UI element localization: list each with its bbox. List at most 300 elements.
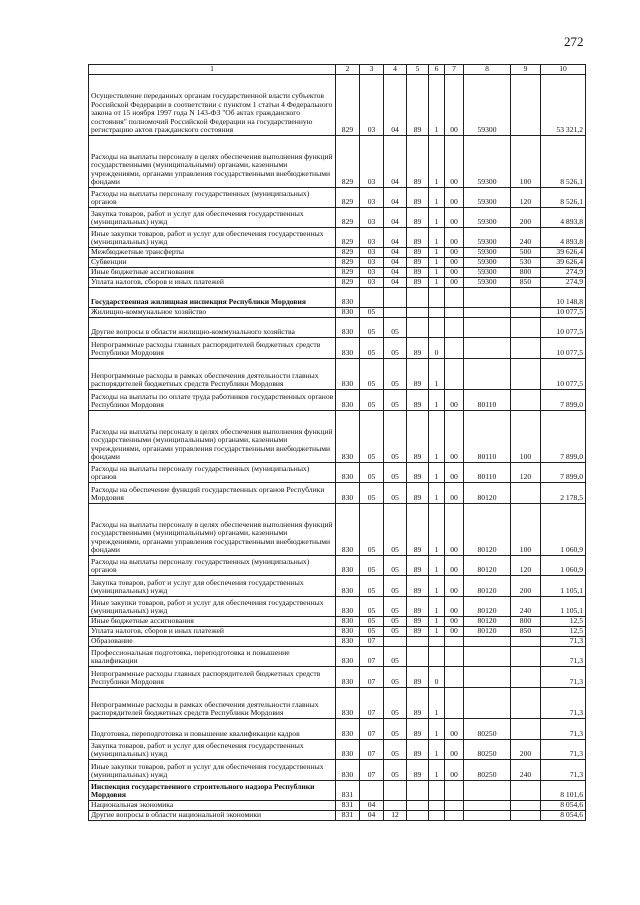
row-name: Осуществление переданных органам государственной власти субъектов Российской Федерации в соответствии с пунктом 1 статьи 4 Федерального закона от 15 ноября 1997 года N 143-ФЗ "Об актах гражданского состояния" полномочий Российской Федерации на государственную регистрацию актов гражданского состояния xyxy=(89,75,336,136)
row-code-subprogram: 1 xyxy=(429,740,445,760)
table-row xyxy=(89,719,586,740)
row-name: Расходы на выплаты по оплате труда работников государственных органов Республики Мордовия xyxy=(89,390,336,411)
table-row xyxy=(89,228,586,248)
row-code-expense-type: 240 xyxy=(511,760,541,781)
table-row xyxy=(89,556,586,576)
row-code-ved: 829 xyxy=(336,136,360,188)
row-code-direction: 80110 xyxy=(464,463,511,483)
row-code-expense-type: 120 xyxy=(511,463,541,483)
row-code-main xyxy=(445,288,464,308)
row-code-program: 89 xyxy=(407,740,429,760)
row-code-section: 03 xyxy=(360,278,384,288)
row-amount: 71,3 xyxy=(541,637,586,647)
row-code-subprogram: 1 xyxy=(429,411,445,463)
row-code-program: 89 xyxy=(407,359,429,390)
row-code-ved: 830 xyxy=(336,760,360,781)
row-code-section: 03 xyxy=(360,258,384,268)
table-row xyxy=(89,268,586,278)
row-code-main xyxy=(445,688,464,719)
row-name: Государственная жилищная инспекция Республики Мордовия xyxy=(89,288,336,308)
table-row xyxy=(89,504,586,556)
row-code-subprogram: 1 xyxy=(429,483,445,504)
row-code-program xyxy=(407,811,429,821)
row-code-subsection: 05 xyxy=(384,667,407,688)
row-code-direction: 59300 xyxy=(464,136,511,188)
row-code-main xyxy=(445,811,464,821)
row-code-direction: 80250 xyxy=(464,760,511,781)
row-name: Непрограммные расходы главных распорядителей бюджетных средств Республики Мордовия xyxy=(89,338,336,359)
row-name: Расходы на выплаты персоналу государственных (муниципальных) органов xyxy=(89,556,336,576)
row-amount: 12,5 xyxy=(541,627,586,637)
row-code-ved: 831 xyxy=(336,781,360,801)
row-amount: 8 526,1 xyxy=(541,136,586,188)
row-code-main xyxy=(445,308,464,318)
table-row xyxy=(89,637,586,647)
row-code-program: 89 xyxy=(407,248,429,258)
row-code-main: 00 xyxy=(445,483,464,504)
row-code-ved: 830 xyxy=(336,411,360,463)
row-code-section xyxy=(360,781,384,801)
row-amount: 71,3 xyxy=(541,667,586,688)
row-amount: 53 321,2 xyxy=(541,75,586,136)
row-code-section: 05 xyxy=(360,617,384,627)
row-name: Расходы на выплаты персоналу в целях обеспечения выполнения функций государственными (муниципальными) органами, казенными учреждениями, органами управления государственными внебюджетными фондами xyxy=(89,411,336,463)
table-row xyxy=(89,617,586,627)
row-code-subsection: 05 xyxy=(384,463,407,483)
table-row xyxy=(89,308,586,318)
row-code-program: 89 xyxy=(407,390,429,411)
row-code-direction: 80110 xyxy=(464,411,511,463)
header-row xyxy=(89,65,586,75)
header-cell: 2 xyxy=(336,65,360,75)
row-amount: 1 105,1 xyxy=(541,597,586,617)
row-code-direction xyxy=(464,647,511,667)
row-amount: 71,3 xyxy=(541,760,586,781)
row-amount: 4 893,8 xyxy=(541,228,586,248)
row-code-program: 89 xyxy=(407,483,429,504)
row-code-subprogram: 1 xyxy=(429,258,445,268)
row-code-section: 03 xyxy=(360,188,384,208)
row-code-expense-type xyxy=(511,688,541,719)
row-code-subsection: 05 xyxy=(384,617,407,627)
row-code-subprogram: 1 xyxy=(429,719,445,740)
row-code-subprogram: 1 xyxy=(429,248,445,258)
row-code-subsection: 04 xyxy=(384,228,407,248)
row-code-program: 89 xyxy=(407,617,429,627)
row-code-main: 00 xyxy=(445,248,464,258)
row-code-direction xyxy=(464,688,511,719)
row-name: Субвенции xyxy=(89,258,336,268)
row-code-program: 89 xyxy=(407,278,429,288)
row-code-section: 07 xyxy=(360,637,384,647)
row-code-expense-type xyxy=(511,719,541,740)
row-code-direction: 80120 xyxy=(464,576,511,597)
row-code-direction: 59300 xyxy=(464,75,511,136)
row-code-ved: 830 xyxy=(336,463,360,483)
row-code-expense-type xyxy=(511,637,541,647)
row-code-subprogram xyxy=(429,811,445,821)
row-code-subsection: 04 xyxy=(384,248,407,258)
row-code-program: 89 xyxy=(407,268,429,278)
row-amount: 2 178,5 xyxy=(541,483,586,504)
row-code-subsection: 05 xyxy=(384,760,407,781)
row-code-expense-type: 850 xyxy=(511,278,541,288)
row-code-section: 03 xyxy=(360,136,384,188)
row-amount: 71,3 xyxy=(541,740,586,760)
row-code-section: 07 xyxy=(360,760,384,781)
row-name: Закупка товаров, работ и услуг для обеспечения государственных (муниципальных) нужд xyxy=(89,576,336,597)
row-amount: 12,5 xyxy=(541,617,586,627)
row-code-ved: 830 xyxy=(336,667,360,688)
row-code-program: 89 xyxy=(407,667,429,688)
row-code-direction xyxy=(464,288,511,308)
row-code-expense-type xyxy=(511,308,541,318)
row-name: Иные закупки товаров, работ и услуг для обеспечения государственных (муниципальных) нужд xyxy=(89,597,336,617)
row-code-subprogram xyxy=(429,801,445,811)
table-row xyxy=(89,688,586,719)
row-code-program xyxy=(407,288,429,308)
row-code-section: 05 xyxy=(360,390,384,411)
row-name: Расходы на выплаты персоналу государственных (муниципальных) органов xyxy=(89,463,336,483)
row-code-direction: 80120 xyxy=(464,597,511,617)
row-code-subprogram: 1 xyxy=(429,504,445,556)
row-code-program: 89 xyxy=(407,760,429,781)
row-amount: 274,9 xyxy=(541,278,586,288)
row-code-expense-type: 100 xyxy=(511,504,541,556)
row-name: Иные закупки товаров, работ и услуг для обеспечения государственных (муниципальных) нужд xyxy=(89,760,336,781)
row-code-main xyxy=(445,667,464,688)
row-amount: 1 060,9 xyxy=(541,556,586,576)
row-code-direction xyxy=(464,781,511,801)
row-code-expense-type: 100 xyxy=(511,136,541,188)
row-code-section: 03 xyxy=(360,75,384,136)
row-amount: 274,9 xyxy=(541,268,586,278)
row-code-main: 00 xyxy=(445,627,464,637)
row-code-subprogram: 1 xyxy=(429,359,445,390)
table-row xyxy=(89,390,586,411)
table-row xyxy=(89,288,586,308)
row-code-direction: 80250 xyxy=(464,719,511,740)
row-code-expense-type xyxy=(511,667,541,688)
row-code-program: 89 xyxy=(407,597,429,617)
table-row xyxy=(89,740,586,760)
row-code-subprogram: 1 xyxy=(429,278,445,288)
row-code-main: 00 xyxy=(445,617,464,627)
row-name: Другие вопросы в области национальной экономики xyxy=(89,811,336,821)
row-code-subsection xyxy=(384,288,407,308)
row-name: Иные бюджетные ассигнования xyxy=(89,268,336,278)
table-row xyxy=(89,136,586,188)
row-code-ved: 830 xyxy=(336,504,360,556)
table-row xyxy=(89,188,586,208)
row-code-direction: 59300 xyxy=(464,278,511,288)
row-code-direction: 80120 xyxy=(464,483,511,504)
row-code-ved: 830 xyxy=(336,617,360,627)
row-name: Уплата налогов, сборов и иных платежей xyxy=(89,627,336,637)
row-code-program: 89 xyxy=(407,556,429,576)
header-cell: 9 xyxy=(511,65,541,75)
row-code-ved: 829 xyxy=(336,248,360,258)
row-code-program: 89 xyxy=(407,136,429,188)
table-row xyxy=(89,248,586,258)
row-code-expense-type xyxy=(511,318,541,338)
row-code-program: 89 xyxy=(407,411,429,463)
row-code-subprogram xyxy=(429,637,445,647)
row-code-direction: 80120 xyxy=(464,504,511,556)
row-code-main xyxy=(445,801,464,811)
row-code-direction: 80120 xyxy=(464,617,511,627)
row-code-expense-type: 850 xyxy=(511,627,541,637)
row-code-program: 89 xyxy=(407,188,429,208)
row-code-section: 03 xyxy=(360,248,384,258)
row-code-subprogram: 1 xyxy=(429,760,445,781)
row-code-main: 00 xyxy=(445,576,464,597)
row-code-subsection: 05 xyxy=(384,627,407,637)
row-amount: 71,3 xyxy=(541,719,586,740)
row-amount: 39 626,4 xyxy=(541,258,586,268)
row-code-ved: 830 xyxy=(336,483,360,504)
row-code-subsection: 05 xyxy=(384,647,407,667)
row-code-section: 05 xyxy=(360,411,384,463)
row-code-section: 05 xyxy=(360,597,384,617)
row-code-expense-type: 120 xyxy=(511,188,541,208)
row-code-section: 05 xyxy=(360,338,384,359)
header-cell: 7 xyxy=(445,65,464,75)
row-code-ved: 830 xyxy=(336,637,360,647)
row-code-section: 07 xyxy=(360,667,384,688)
table-row xyxy=(89,781,586,801)
row-code-section: 03 xyxy=(360,208,384,228)
row-code-direction xyxy=(464,359,511,390)
row-code-section: 03 xyxy=(360,268,384,278)
row-code-subsection: 04 xyxy=(384,268,407,278)
row-code-program: 89 xyxy=(407,719,429,740)
row-code-ved: 830 xyxy=(336,688,360,719)
row-code-direction: 80110 xyxy=(464,390,511,411)
table-row xyxy=(89,597,586,617)
header-cell: 6 xyxy=(429,65,445,75)
row-code-section: 05 xyxy=(360,483,384,504)
row-code-subprogram xyxy=(429,647,445,667)
row-code-expense-type: 530 xyxy=(511,258,541,268)
row-name: Закупка товаров, работ и услуг для обеспечения государственных (муниципальных) нужд xyxy=(89,740,336,760)
row-code-expense-type: 240 xyxy=(511,597,541,617)
row-code-subprogram: 1 xyxy=(429,75,445,136)
row-code-direction xyxy=(464,318,511,338)
row-name: Инспекция государственного строительного надзора Республики Мордовия xyxy=(89,781,336,801)
row-code-ved: 829 xyxy=(336,268,360,278)
row-name: Уплата налогов, сборов и иных платежей xyxy=(89,278,336,288)
row-code-subsection xyxy=(384,637,407,647)
row-code-main: 00 xyxy=(445,188,464,208)
row-code-direction: 59300 xyxy=(464,248,511,258)
table-row xyxy=(89,318,586,338)
row-code-subprogram: 1 xyxy=(429,390,445,411)
row-code-program: 89 xyxy=(407,228,429,248)
row-name: Иные бюджетные ассигнования xyxy=(89,617,336,627)
row-name: Расходы на выплаты персоналу в целях обеспечения выполнения функций государственными (муниципальными) органами, казенными учреждениями, органами управления государственными внебюджетными фондами xyxy=(89,504,336,556)
table-row xyxy=(89,338,586,359)
row-code-ved: 829 xyxy=(336,208,360,228)
row-code-expense-type xyxy=(511,647,541,667)
row-code-main: 00 xyxy=(445,208,464,228)
row-code-subsection: 05 xyxy=(384,483,407,504)
row-code-subsection: 05 xyxy=(384,740,407,760)
row-amount: 7 899,0 xyxy=(541,463,586,483)
row-code-ved: 830 xyxy=(336,740,360,760)
row-code-subprogram: 1 xyxy=(429,208,445,228)
row-amount: 71,3 xyxy=(541,647,586,667)
row-code-subprogram: 1 xyxy=(429,268,445,278)
row-code-ved: 830 xyxy=(336,318,360,338)
table-row xyxy=(89,483,586,504)
row-code-subprogram: 1 xyxy=(429,463,445,483)
row-name: Закупка товаров, работ и услуг для обеспечения государственных (муниципальных) нужд xyxy=(89,208,336,228)
table-row xyxy=(89,278,586,288)
row-name: Подготовка, переподготовка и повышение квалификации кадров xyxy=(89,719,336,740)
row-code-main: 00 xyxy=(445,556,464,576)
row-code-subsection xyxy=(384,801,407,811)
row-code-subsection: 05 xyxy=(384,338,407,359)
row-name: Профессиональная подготовка, переподготовка и повышение квалификации xyxy=(89,647,336,667)
row-code-subprogram: 1 xyxy=(429,136,445,188)
row-code-subprogram: 0 xyxy=(429,338,445,359)
row-code-program xyxy=(407,647,429,667)
row-code-main xyxy=(445,647,464,667)
row-code-subsection: 04 xyxy=(384,278,407,288)
row-code-main: 00 xyxy=(445,411,464,463)
row-code-direction: 59300 xyxy=(464,268,511,278)
row-code-section: 05 xyxy=(360,318,384,338)
row-code-direction xyxy=(464,801,511,811)
row-code-expense-type xyxy=(511,359,541,390)
row-code-main: 00 xyxy=(445,228,464,248)
row-code-main: 00 xyxy=(445,740,464,760)
row-code-expense-type: 800 xyxy=(511,268,541,278)
row-code-expense-type xyxy=(511,390,541,411)
row-name: Национальная экономика xyxy=(89,801,336,811)
row-code-ved: 830 xyxy=(336,338,360,359)
row-code-main: 00 xyxy=(445,258,464,268)
row-code-main: 00 xyxy=(445,760,464,781)
row-code-subprogram: 0 xyxy=(429,667,445,688)
row-code-direction: 80250 xyxy=(464,740,511,760)
row-amount: 8 054,6 xyxy=(541,811,586,821)
row-code-subsection: 04 xyxy=(384,136,407,188)
row-code-subprogram: 1 xyxy=(429,597,445,617)
row-code-expense-type xyxy=(511,801,541,811)
row-name: Непрограммные расходы в рамках обеспечения деятельности главных распорядителей бюджетных средств Республики Мордовия xyxy=(89,688,336,719)
row-code-main xyxy=(445,637,464,647)
row-name: Образование xyxy=(89,637,336,647)
row-code-subsection: 05 xyxy=(384,597,407,617)
row-code-main xyxy=(445,338,464,359)
row-amount: 4 893,8 xyxy=(541,208,586,228)
row-code-expense-type xyxy=(511,75,541,136)
row-code-program xyxy=(407,637,429,647)
table-row xyxy=(89,411,586,463)
row-code-subsection: 05 xyxy=(384,576,407,597)
row-name: Расходы на выплаты персоналу государственных (муниципальных) органов xyxy=(89,188,336,208)
row-code-subsection: 05 xyxy=(384,556,407,576)
row-code-main: 00 xyxy=(445,75,464,136)
row-code-main: 00 xyxy=(445,504,464,556)
row-code-ved: 830 xyxy=(336,627,360,637)
row-name: Расходы на выплаты персоналу в целях обеспечения выполнения функций государственными (муниципальными) органами, казенными учреждениями, органами управления государственными внебюджетными фондами xyxy=(89,136,336,188)
row-code-section: 05 xyxy=(360,308,384,318)
row-amount: 8 054,6 xyxy=(541,801,586,811)
row-amount: 10 077,5 xyxy=(541,359,586,390)
row-code-expense-type: 500 xyxy=(511,248,541,258)
row-amount: 10 148,8 xyxy=(541,288,586,308)
row-code-direction xyxy=(464,637,511,647)
row-code-expense-type: 800 xyxy=(511,617,541,627)
row-code-program: 89 xyxy=(407,338,429,359)
row-amount: 10 077,5 xyxy=(541,338,586,359)
table-row xyxy=(89,667,586,688)
row-code-direction: 59300 xyxy=(464,258,511,268)
row-code-subsection: 12 xyxy=(384,811,407,821)
row-code-main: 00 xyxy=(445,136,464,188)
row-code-subprogram: 1 xyxy=(429,556,445,576)
table-row xyxy=(89,463,586,483)
row-code-ved: 829 xyxy=(336,278,360,288)
row-code-section: 07 xyxy=(360,740,384,760)
row-name: Непрограммные расходы главных распорядителей бюджетных средств Республики Мордовия xyxy=(89,667,336,688)
row-code-ved: 830 xyxy=(336,719,360,740)
row-code-direction: 80120 xyxy=(464,556,511,576)
row-code-expense-type: 200 xyxy=(511,208,541,228)
table-row xyxy=(89,811,586,821)
row-code-subsection: 04 xyxy=(384,75,407,136)
row-code-expense-type: 240 xyxy=(511,228,541,248)
row-code-section xyxy=(360,288,384,308)
row-code-subprogram: 1 xyxy=(429,576,445,597)
row-code-ved: 829 xyxy=(336,75,360,136)
row-amount: 7 899,0 xyxy=(541,411,586,463)
row-code-direction xyxy=(464,667,511,688)
row-code-program: 89 xyxy=(407,463,429,483)
row-code-section: 05 xyxy=(360,627,384,637)
row-code-program: 89 xyxy=(407,208,429,228)
row-code-ved: 830 xyxy=(336,576,360,597)
row-code-ved: 829 xyxy=(336,188,360,208)
row-code-section: 05 xyxy=(360,576,384,597)
row-code-ved: 830 xyxy=(336,390,360,411)
row-code-direction: 59300 xyxy=(464,188,511,208)
row-code-expense-type xyxy=(511,288,541,308)
row-name: Межбюджетные трансферты xyxy=(89,248,336,258)
row-name: Другие вопросы в области жилищно-коммунального хозяйства xyxy=(89,318,336,338)
row-code-main: 00 xyxy=(445,597,464,617)
header-cell: 3 xyxy=(360,65,384,75)
table-row xyxy=(89,75,586,136)
row-code-section: 07 xyxy=(360,719,384,740)
row-code-section: 03 xyxy=(360,228,384,248)
row-amount: 8 101,6 xyxy=(541,781,586,801)
row-code-expense-type: 120 xyxy=(511,556,541,576)
row-code-subprogram xyxy=(429,781,445,801)
row-code-program: 89 xyxy=(407,504,429,556)
page-number: 272 xyxy=(564,34,584,49)
row-code-direction xyxy=(464,308,511,318)
row-code-section: 07 xyxy=(360,647,384,667)
row-code-section: 05 xyxy=(360,359,384,390)
table-row xyxy=(89,627,586,637)
row-code-main: 00 xyxy=(445,278,464,288)
row-code-section: 05 xyxy=(360,504,384,556)
row-code-ved: 830 xyxy=(336,556,360,576)
